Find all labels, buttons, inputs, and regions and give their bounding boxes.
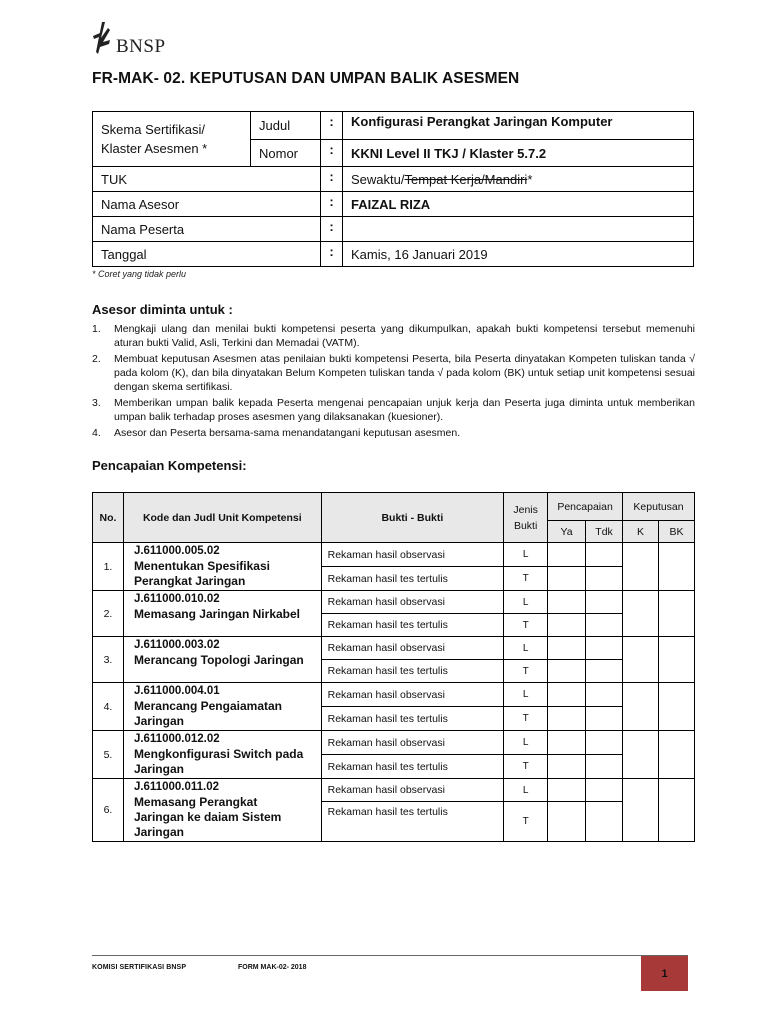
tdk-checkbox[interactable]	[586, 779, 623, 802]
unit-name: Memasang Jaringan Nirkabel	[133, 607, 300, 621]
ya-checkbox[interactable]	[548, 779, 586, 802]
instructions-list	[92, 322, 695, 442]
jenis-cell: T	[504, 755, 548, 779]
row-number: 1.	[93, 543, 124, 591]
instruction-item	[92, 396, 695, 424]
unit-cell	[123, 543, 321, 591]
footnote: * Coret yang tidak perlu	[92, 269, 187, 279]
bnsp-emblem-icon	[92, 18, 114, 56]
unit-code: J.611000.003.02	[133, 639, 220, 651]
header-no: No.	[93, 493, 124, 543]
tdk-checkbox[interactable]	[586, 660, 623, 683]
bukti-cell: Rekaman hasil observasi	[321, 731, 504, 755]
unit-cell	[123, 779, 321, 842]
unit-name: Merancang Topologi Jaringan	[133, 653, 304, 667]
table-row	[93, 731, 695, 755]
jenis-cell: L	[504, 779, 548, 802]
logo-text: BNSP	[116, 36, 166, 57]
header-bukti: Bukti - Bukti	[321, 493, 504, 543]
tuk-value-plain: Sewaktu/	[351, 171, 405, 187]
unit-cell	[123, 731, 321, 779]
competency-heading: Pencapaian Kompetensi:	[92, 458, 247, 473]
unit-name: Mengkonfigurasi Switch pada Jaringan	[133, 747, 304, 776]
tdk-checkbox[interactable]	[586, 614, 623, 637]
jenis-cell: T	[504, 614, 548, 637]
header-k: K	[623, 521, 659, 543]
item-number: 1.	[92, 323, 101, 335]
item-text: Membuat keputusan Asesmen atas penilaian bukti kompetensi Peserta, bila Peserta dinyatakan Kompeten tuliskan tanda √ pada kolom (K), dan bila dinyatakan Belum Kompeten tuliskan tanda √ pada kolom (BK) untuk setiap unit kompetensi sesuai dengan skema sertifikasi.	[114, 353, 695, 393]
unit-code: J.611000.005.02	[133, 545, 220, 557]
unit-code: J.611000.010.02	[133, 593, 220, 605]
jenis-cell: T	[504, 707, 548, 731]
bukti-cell: Rekaman hasil observasi	[321, 637, 504, 660]
unit-cell	[123, 591, 321, 637]
asesor-value: FAIZAL RIZA	[343, 192, 694, 217]
colon: :	[321, 242, 343, 267]
colon: :	[321, 167, 343, 192]
judul-label: Judul	[251, 112, 321, 140]
bukti-cell: Rekaman hasil tes tertulis	[321, 660, 504, 683]
bk-checkbox[interactable]	[658, 731, 694, 779]
instruction-item	[92, 426, 695, 440]
footer-divider	[92, 955, 688, 956]
bukti-cell: Rekaman hasil observasi	[321, 779, 504, 802]
ya-checkbox[interactable]	[548, 591, 586, 614]
jenis-cell: L	[504, 683, 548, 707]
nomor-value: KKNI Level II TKJ / Klaster 5.7.2	[343, 140, 694, 167]
tdk-checkbox[interactable]	[586, 802, 623, 842]
instruction-item	[92, 352, 695, 394]
item-text: Mengkaji ulang dan menilai bukti kompetensi peserta yang dikumpulkan, apakah bukti kompetensi tersebut memenuhi aturan bukti Valid, Asli, Terkini dan Memadai (VATM).	[114, 323, 695, 349]
k-checkbox[interactable]	[623, 779, 659, 842]
unit-code: J.611000.011.02	[133, 781, 220, 793]
k-checkbox[interactable]	[623, 591, 659, 637]
unit-code: J.611000.004.01	[133, 685, 220, 697]
ya-checkbox[interactable]	[548, 637, 586, 660]
asesor-label: Nama Asesor	[93, 192, 321, 217]
k-checkbox[interactable]	[623, 543, 659, 591]
ya-checkbox[interactable]	[548, 614, 586, 637]
item-text: Memberikan umpan balik kepada Peserta mengenai pencapaian unjuk kerja dan Peserta juga diminta untuk memberikan umpan balik terhadap proses asesmen yang dilaksanakan (kuesioner).	[114, 397, 695, 423]
unit-name: Merancang Pengaiamatan Jaringan	[133, 699, 282, 728]
colon: :	[321, 217, 343, 242]
table-row	[93, 543, 695, 567]
footer-form-code: FORM MAK-02- 2018	[238, 964, 307, 971]
tanggal-value: Kamis, 16 Januari 2019	[343, 242, 694, 267]
page-number: 1	[641, 956, 688, 991]
header-tdk: Tdk	[586, 521, 623, 543]
bnsp-logo	[92, 18, 166, 56]
bukti-cell: Rekaman hasil tes tertulis	[321, 614, 504, 637]
bukti-cell: Rekaman hasil observasi	[321, 591, 504, 614]
ya-checkbox[interactable]	[548, 802, 586, 842]
bk-checkbox[interactable]	[658, 779, 694, 842]
tuk-value	[343, 167, 694, 192]
unit-cell	[123, 683, 321, 731]
row-number: 3.	[93, 637, 124, 683]
peserta-label: Nama Peserta	[93, 217, 321, 242]
table-row	[93, 683, 695, 707]
item-text: Asesor dan Peserta bersama-sama menandatangani keputusan asesmen.	[114, 427, 461, 439]
ya-checkbox[interactable]	[548, 707, 586, 731]
tdk-checkbox[interactable]	[586, 755, 623, 779]
bukti-cell: Rekaman hasil tes tertulis	[321, 567, 504, 591]
item-number: 2.	[92, 353, 101, 365]
item-number: 3.	[92, 397, 101, 409]
row-number: 2.	[93, 591, 124, 637]
bukti-cell: Rekaman hasil tes tertulis	[321, 802, 504, 842]
tuk-label: TUK	[93, 167, 321, 192]
ya-checkbox[interactable]	[548, 660, 586, 683]
colon: :	[321, 140, 343, 167]
table-row	[93, 591, 695, 614]
bukti-cell: Rekaman hasil observasi	[321, 683, 504, 707]
colon: :	[321, 112, 343, 140]
bukti-cell: Rekaman hasil observasi	[321, 543, 504, 567]
header-keputusan: Keputusan	[623, 493, 695, 521]
tdk-checkbox[interactable]	[586, 683, 623, 707]
table-row	[93, 779, 695, 802]
info-table	[92, 111, 694, 267]
row-number: 4.	[93, 683, 124, 731]
ya-checkbox[interactable]	[548, 543, 586, 567]
tuk-value-struck: Tempat Kerja/Mandiri	[404, 171, 528, 187]
header-ya: Ya	[548, 521, 586, 543]
unit-name: Memasang Perangkat Jaringan ke daiam Sistem Jaringan	[133, 795, 282, 839]
competency-table	[92, 492, 695, 842]
header-bk: BK	[658, 521, 694, 543]
jenis-cell: L	[504, 543, 548, 567]
ya-checkbox[interactable]	[548, 755, 586, 779]
jenis-cell: T	[504, 660, 548, 683]
bk-checkbox[interactable]	[658, 591, 694, 637]
ya-checkbox[interactable]	[548, 731, 586, 755]
peserta-value[interactable]	[343, 217, 694, 242]
tdk-checkbox[interactable]	[586, 707, 623, 731]
judul-value: Konfigurasi Perangkat Jaringan Komputer	[343, 112, 694, 140]
bukti-cell: Rekaman hasil tes tertulis	[321, 707, 504, 731]
document-title: FR-MAK- 02. KEPUTUSAN DAN UMPAN BALIK ASESMEN	[92, 70, 520, 87]
k-checkbox[interactable]	[623, 731, 659, 779]
tdk-checkbox[interactable]	[586, 591, 623, 614]
k-checkbox[interactable]	[623, 683, 659, 731]
tdk-checkbox[interactable]	[586, 731, 623, 755]
nomor-label: Nomor	[251, 140, 321, 167]
row-number: 6.	[93, 779, 124, 842]
jenis-cell: L	[504, 637, 548, 660]
bk-checkbox[interactable]	[658, 637, 694, 683]
header-jenis: Jenis Bukti	[504, 493, 548, 543]
unit-code: J.611000.012.02	[133, 733, 220, 745]
k-checkbox[interactable]	[623, 637, 659, 683]
footer-organization: KOMISI SERTIFIKASI BNSP	[92, 964, 187, 971]
header-pencapaian: Pencapaian	[548, 493, 623, 521]
ya-checkbox[interactable]	[548, 567, 586, 591]
unit-name: Menentukan Spesifikasi Perangkat Jaringan	[133, 559, 270, 588]
bk-checkbox[interactable]	[658, 543, 694, 591]
bk-checkbox[interactable]	[658, 683, 694, 731]
jenis-cell: L	[504, 591, 548, 614]
jenis-cell: T	[504, 802, 548, 842]
unit-cell	[123, 637, 321, 683]
colon: :	[321, 192, 343, 217]
tdk-checkbox[interactable]	[586, 637, 623, 660]
tuk-value-suffix: *	[527, 171, 533, 187]
ya-checkbox[interactable]	[548, 683, 586, 707]
item-number: 4.	[92, 427, 101, 439]
tdk-checkbox[interactable]	[586, 543, 623, 567]
header-unit: Kode dan Judl Unit Kompetensi	[123, 493, 321, 543]
table-row	[93, 637, 695, 660]
skema-label: Skema Sertifikasi/ Klaster Asesmen *	[93, 112, 251, 167]
jenis-cell: L	[504, 731, 548, 755]
instructions-heading: Asesor diminta untuk :	[92, 302, 233, 317]
jenis-cell: T	[504, 567, 548, 591]
tdk-checkbox[interactable]	[586, 567, 623, 591]
tanggal-label: Tanggal	[93, 242, 321, 267]
instruction-item	[92, 322, 695, 350]
row-number: 5.	[93, 731, 124, 779]
bukti-cell: Rekaman hasil tes tertulis	[321, 755, 504, 779]
